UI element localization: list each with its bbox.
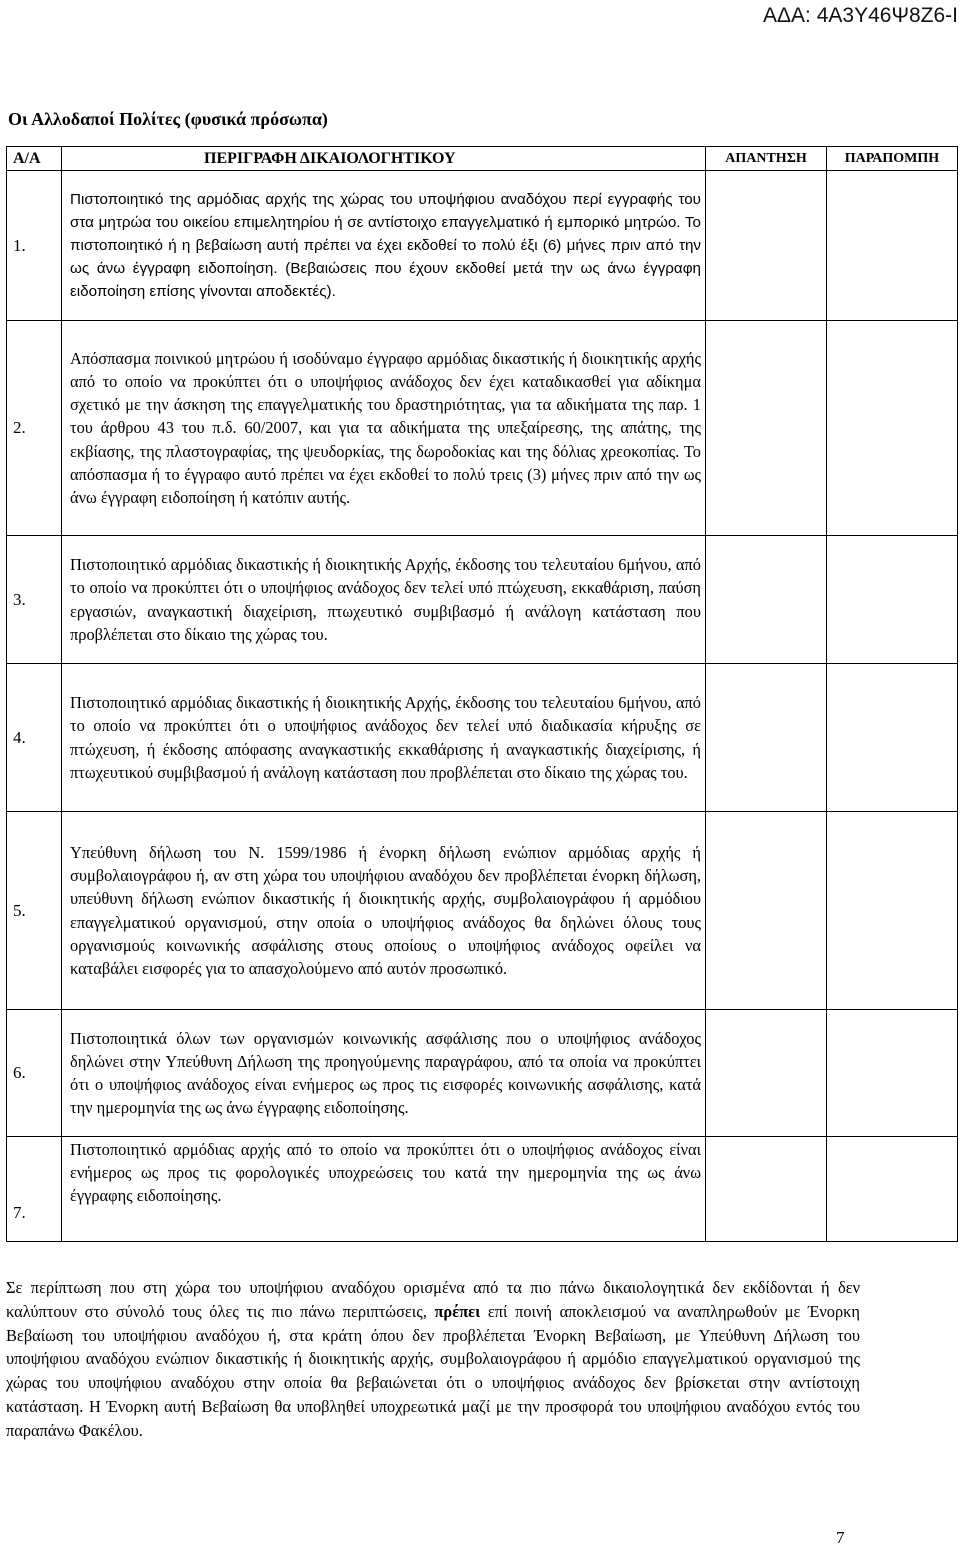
table-row	[7, 1137, 958, 1242]
footer-note-emphasis: πρέπει	[434, 1301, 481, 1321]
row-number: 5.	[7, 812, 62, 1010]
header-description: ΠΕΡΙΓΡΑΦΗ ΔΙΚΑΙΟΛΟΓΗΤΙΚΟΥ	[62, 147, 706, 171]
reference-cell	[827, 1010, 958, 1137]
row-number: 2.	[7, 321, 62, 536]
row-description: Υπεύθυνη δήλωση του Ν. 1599/1986 ή ένορκη δήλωση ενώπιον αρμόδιας αρχής ή συμβολαιογράφου ή, αν στη χώρα του υποψήφιου αναδόχου δεν προβλέπεται ένορκη δήλωση, υπεύθυνη δήλωση ενώπιον δικαστικής ή διοικητικής αρχής, συμβολαιογράφου ή αρμόδιου επαγγελματικού οργανισμού, στην οποία ο υποψήφιος ανάδοχος θα δηλώνει όλους τους οργανισμούς κοινωνικής ασφάλισης στους οποίους ο υποψήφιος ανάδοχος οφείλει να καταβάλει εισφορές για το απασχολούμενο από αυτόν προσωπικό.	[62, 812, 706, 1010]
reference-cell	[827, 1137, 958, 1242]
row-description: Πιστοποιητικά όλων των οργανισμών κοινωνικής ασφάλισης που ο υποψήφιος ανάδοχος δηλώνει στην Υπεύθυνη Δήλωση της προηγούμενης παραγράφου, από τα οποία να προκύπτει ότι ο υποψήφιος ανάδοχος είναι ενήμερος ως προς τις εισφορές κοινωνικής ασφάλισης, κατά την ημερομηνία της ως άνω έγγραφης ειδοποίησης.	[62, 1010, 706, 1137]
row-number: 3.	[7, 536, 62, 664]
ada-code: ΑΔΑ: 4Α3Υ46Ψ8Ζ6-Ι	[763, 4, 958, 27]
requirements-table	[6, 146, 958, 1242]
row-number: 6.	[7, 1010, 62, 1137]
reference-cell	[827, 664, 958, 812]
answer-cell	[706, 321, 827, 536]
answer-cell	[706, 1010, 827, 1137]
row-description: Πιστοποιητικό αρμόδιας δικαστικής ή διοικητικής Αρχής, έκδοσης του τελευταίου 6μήνου, από το οποίο να προκύπτει ότι ο υποψήφιος ανάδοχος δεν τελεί υπό πτώχευση, εκκαθάριση, παύση εργασιών, αναγκαστική διαχείριση, πτωχευτικό συμβιβασμό ή ανάλογη κατάσταση που προβλέπεται στο δίκαιο της χώρας του.	[62, 536, 706, 664]
header-aa: Α/Α	[7, 147, 62, 171]
row-description: Πιστοποιητικό αρμόδιας δικαστικής ή διοικητικής Αρχής, έκδοσης του τελευταίου 6μήνου, από το οποίο να προκύπτει ότι ο υποψήφιος ανάδοχος δεν τελεί υπό διαδικασία κήρυξης σε πτώχευση, ή έκδοσης απόφασης αναγκαστικής εκκαθάρισης ή αναγκαστικής διαχείρισης, ή πτωχευτικού συμβιβασμού ή ανάλογη κατάσταση που προβλέπεται στο δίκαιο της χώρας του.	[62, 664, 706, 812]
table-row	[7, 536, 958, 664]
header-answer: ΑΠΑΝΤΗΣΗ	[706, 147, 827, 171]
footer-note	[6, 1276, 860, 1443]
answer-cell	[706, 664, 827, 812]
header-reference: ΠΑΡΑΠΟΜΠΗ	[827, 147, 958, 171]
reference-cell	[827, 536, 958, 664]
table-row	[7, 664, 958, 812]
page-number: 7	[836, 1528, 845, 1547]
row-number: 4.	[7, 664, 62, 812]
answer-cell	[706, 536, 827, 664]
row-description: Πιστοποιητικό της αρμόδιας αρχής της χώρας του υποψήφιου αναδόχου περί εγγραφής του στα μητρώα του οικείου επιμελητηρίου ή σε αντίστοιχο επαγγελματικό ή εμπορικό μητρώο. Το πιστοποιητικό ή η βεβαίωση αυτή πρέπει να έχει εκδοθεί το πολύ έξι (6) μήνες πριν από την ως άνω έγγραφη ειδοποίηση. (Βεβαιώσεις που έχουν εκδοθεί μετά την ως άνω έγγραφη ειδοποίηση επίσης γίνονται αποδεκτές).	[62, 171, 706, 321]
row-number: 7.	[7, 1137, 62, 1242]
answer-cell	[706, 1137, 827, 1242]
answer-cell	[706, 812, 827, 1010]
answer-cell	[706, 171, 827, 321]
row-description: Πιστοποιητικό αρμόδιας αρχής από το οποίο να προκύπτει ότι ο υποψήφιος ανάδοχος είναι ενήμερος ως προς τις φορολογικές υποχρεώσεις του κατά την ημερομηνία της ως άνω έγγραφης ειδοποίησης.	[62, 1137, 706, 1242]
footer-note-text-continued: επί ποινή αποκλεισμού να αναπληρωθούν με Ένορκη Βεβαίωση του υποψήφιου αναδόχου ή, στα κράτη όπου δεν προβλέπεται Ένορκη Βεβαίωση, με Υπεύθυνη Δήλωση του υποψήφιου αναδόχου ενώπιον δικαστικής ή διοικητικής αρχής, συμβολαιογράφου ή αρμόδιο επαγγελματικού οργανισμού της χώρας του υποψήφιου αναδόχου στην οποία θα βεβαιώνεται ότι ο υποψήφιος ανάδοχος δεν βρίσκεται στην αντίστοιχη κατάσταση. Η Ένορκη αυτή Βεβαίωση θα υποβληθεί υποχρεωτικά μαζί με την προσφορά του υποψήφιου αναδόχου εντός του παραπάνω Φακέλου.	[6, 1301, 860, 1440]
table-header-row	[7, 147, 958, 171]
table-row	[7, 1010, 958, 1137]
reference-cell	[827, 321, 958, 536]
row-description: Απόσπασμα ποινικού μητρώου ή ισοδύναμο έγγραφο αρμόδιας δικαστικής ή διοικητικής αρχής από το οποίο να προκύπτει ότι ο υποψήφιος ανάδοχος δεν έχει καταδικασθεί για αδίκημα σχετικό με την άσκηση της επαγγελματικής του δραστηριότητας, για τα αδικήματα της παρ. 1 του άρθρου 43 του π.δ. 60/2007, και για τα αδικήματα της υπεξαίρεσης, της απάτης, της εκβίασης, της πλαστογραφίας, της ψευδορκίας, της δωροδοκίας και της δόλιας χρεοκοπίας. Το απόσπασμα ή το έγγραφο αυτό πρέπει να έχει εκδοθεί το πολύ τρεις (3) μήνες πριν από την ως άνω έγγραφη ειδοποίηση ή κατόπιν αυτής.	[62, 321, 706, 536]
reference-cell	[827, 812, 958, 1010]
section-title: Οι Αλλοδαποί Πολίτες (φυσικά πρόσωπα)	[8, 109, 328, 129]
table-row	[7, 321, 958, 536]
reference-cell	[827, 171, 958, 321]
footer-note-text: Σε περίπτωση που στη χώρα του υποψήφιου αναδόχου ορισμένα από τα πιο πάνω δικαιολογητικά δεν εκδίδονται ή δεν καλύπτουν στο σύνολό τους όλες τις πιο πάνω περιπτώσεις,	[6, 1278, 860, 1321]
table-row	[7, 812, 958, 1010]
row-number: 1.	[7, 171, 62, 321]
table-row	[7, 171, 958, 321]
